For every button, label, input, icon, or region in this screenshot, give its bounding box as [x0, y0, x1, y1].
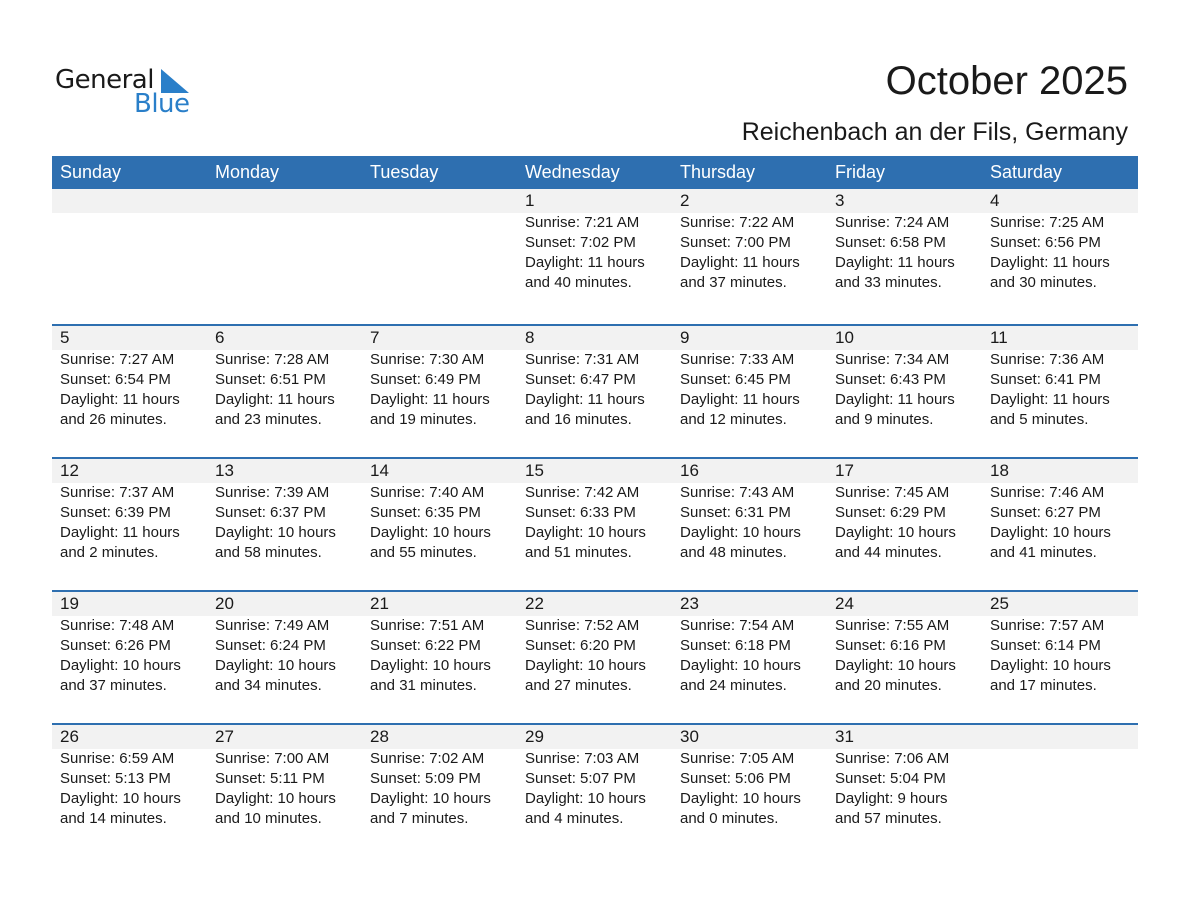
day-number: 15	[525, 461, 544, 480]
day-number: 30	[680, 727, 699, 746]
sunset-time: Sunset: 6:16 PM	[835, 637, 946, 654]
weekday-header-cell: Thursday	[680, 162, 756, 182]
day-cell	[672, 592, 827, 696]
sunset-time: Sunset: 6:33 PM	[525, 504, 636, 521]
day-number: 24	[835, 594, 854, 613]
sunset-time: Sunset: 5:13 PM	[60, 770, 171, 787]
daylight-hours: Daylight: 11 hours	[525, 391, 645, 408]
sunset-time: Sunset: 6:14 PM	[990, 637, 1101, 654]
daylight-minutes: and 0 minutes.	[680, 810, 779, 827]
day-cell	[982, 459, 1137, 563]
daylight-hours: Daylight: 11 hours	[370, 391, 490, 408]
sunset-time: Sunset: 5:09 PM	[370, 770, 481, 787]
weekday-header-cell: Friday	[835, 162, 886, 182]
daylight-hours: Daylight: 10 hours	[990, 524, 1111, 541]
day-number: 1	[525, 191, 535, 210]
day-cell	[207, 725, 362, 829]
daylight-minutes: and 51 minutes.	[525, 544, 632, 561]
day-number: 19	[60, 594, 79, 613]
sunrise-time: Sunrise: 7:27 AM	[60, 351, 175, 368]
daylight-hours: Daylight: 11 hours	[835, 391, 955, 408]
week-row	[52, 723, 1138, 856]
day-cell	[517, 459, 672, 563]
day-number: 20	[215, 594, 234, 613]
sunrise-time: Sunrise: 7:24 AM	[835, 214, 950, 231]
daylight-minutes: and 12 minutes.	[680, 411, 787, 428]
sunset-time: Sunset: 6:39 PM	[60, 504, 171, 521]
day-cell	[52, 326, 207, 430]
sunrise-time: Sunrise: 7:55 AM	[835, 617, 950, 634]
daylight-hours: Daylight: 11 hours	[215, 391, 335, 408]
daylight-hours: Daylight: 10 hours	[680, 790, 801, 807]
sunset-time: Sunset: 6:56 PM	[990, 234, 1101, 251]
sunrise-time: Sunrise: 7:42 AM	[525, 484, 640, 501]
daylight-hours: Daylight: 11 hours	[525, 254, 645, 271]
day-cell	[672, 459, 827, 563]
daylight-minutes: and 14 minutes.	[60, 810, 167, 827]
sunset-time: Sunset: 6:20 PM	[525, 637, 636, 654]
daylight-hours: Daylight: 10 hours	[215, 524, 336, 541]
day-number: 3	[835, 191, 845, 210]
sunset-time: Sunset: 6:27 PM	[990, 504, 1101, 521]
day-cell	[52, 592, 207, 696]
sunset-time: Sunset: 6:35 PM	[370, 504, 481, 521]
sunrise-time: Sunrise: 7:48 AM	[60, 617, 175, 634]
weekday-header-cell: Saturday	[990, 162, 1063, 182]
daylight-minutes: and 41 minutes.	[990, 544, 1097, 561]
sunset-time: Sunset: 6:45 PM	[680, 371, 791, 388]
day-number: 7	[370, 328, 380, 347]
daylight-hours: Daylight: 10 hours	[370, 790, 491, 807]
sunrise-time: Sunrise: 7:28 AM	[215, 351, 330, 368]
day-number	[990, 725, 1137, 749]
daylight-hours: Daylight: 11 hours	[60, 524, 180, 541]
sunset-time: Sunset: 6:54 PM	[60, 371, 171, 388]
day-number: 6	[215, 328, 225, 347]
daylight-minutes: and 37 minutes.	[60, 677, 167, 694]
daylight-minutes: and 33 minutes.	[835, 274, 942, 291]
week-row	[52, 590, 1138, 723]
sunset-time: Sunset: 6:49 PM	[370, 371, 481, 388]
day-cell	[52, 725, 207, 829]
sunset-time: Sunset: 6:18 PM	[680, 637, 791, 654]
day-cell	[362, 189, 517, 293]
day-number: 18	[990, 461, 1009, 480]
sunset-time: Sunset: 6:31 PM	[680, 504, 791, 521]
sunset-time: Sunset: 5:06 PM	[680, 770, 791, 787]
daylight-hours: Daylight: 9 hours	[835, 790, 948, 807]
day-cell	[982, 592, 1137, 696]
sunset-time: Sunset: 7:02 PM	[525, 234, 636, 251]
sunrise-time: Sunrise: 7:49 AM	[215, 617, 330, 634]
day-cell	[827, 459, 982, 563]
day-number: 2	[680, 191, 690, 210]
logo	[55, 64, 195, 120]
daylight-minutes: and 37 minutes.	[680, 274, 787, 291]
sunset-time: Sunset: 6:47 PM	[525, 371, 636, 388]
daylight-hours: Daylight: 10 hours	[370, 524, 491, 541]
sunset-time: Sunset: 6:26 PM	[60, 637, 171, 654]
sunset-time: Sunset: 6:58 PM	[835, 234, 946, 251]
day-cell	[207, 592, 362, 696]
daylight-minutes: and 31 minutes.	[370, 677, 477, 694]
daylight-minutes: and 4 minutes.	[525, 810, 624, 827]
day-cell	[362, 326, 517, 430]
daylight-minutes: and 17 minutes.	[990, 677, 1097, 694]
day-cell	[827, 326, 982, 430]
daylight-minutes: and 16 minutes.	[525, 411, 632, 428]
daylight-hours: Daylight: 11 hours	[990, 254, 1110, 271]
sunset-time: Sunset: 6:43 PM	[835, 371, 946, 388]
weekday-header-cell: Tuesday	[370, 162, 439, 182]
day-number: 9	[680, 328, 690, 347]
daylight-hours: Daylight: 10 hours	[525, 524, 646, 541]
day-number: 5	[60, 328, 70, 347]
daylight-minutes: and 27 minutes.	[525, 677, 632, 694]
day-cell	[672, 189, 827, 293]
daylight-hours: Daylight: 10 hours	[835, 657, 956, 674]
page-title: October 2025	[885, 59, 1128, 103]
daylight-minutes: and 57 minutes.	[835, 810, 942, 827]
day-cell	[362, 459, 517, 563]
daylight-hours: Daylight: 10 hours	[525, 790, 646, 807]
daylight-hours: Daylight: 10 hours	[680, 524, 801, 541]
day-cell	[827, 189, 982, 293]
sunset-time: Sunset: 6:24 PM	[215, 637, 326, 654]
sunset-time: Sunset: 6:29 PM	[835, 504, 946, 521]
daylight-minutes: and 10 minutes.	[215, 810, 322, 827]
sunrise-time: Sunrise: 7:40 AM	[370, 484, 485, 501]
sunrise-time: Sunrise: 7:05 AM	[680, 750, 795, 767]
daylight-hours: Daylight: 10 hours	[60, 790, 181, 807]
sunset-time: Sunset: 5:11 PM	[215, 770, 325, 787]
daylight-hours: Daylight: 11 hours	[680, 254, 800, 271]
calendar-weeks	[52, 189, 1138, 856]
daylight-minutes: and 55 minutes.	[370, 544, 477, 561]
day-cell	[207, 326, 362, 430]
daylight-hours: Daylight: 10 hours	[835, 524, 956, 541]
daylight-minutes: and 7 minutes.	[370, 810, 469, 827]
daylight-minutes: and 19 minutes.	[370, 411, 477, 428]
sunrise-time: Sunrise: 7:45 AM	[835, 484, 950, 501]
day-cell	[52, 459, 207, 563]
day-number: 8	[525, 328, 535, 347]
weekday-header-cell: Monday	[215, 162, 280, 182]
day-number: 31	[835, 727, 854, 746]
sunrise-time: Sunrise: 7:43 AM	[680, 484, 795, 501]
day-number: 13	[215, 461, 234, 480]
daylight-minutes: and 26 minutes.	[60, 411, 167, 428]
daylight-minutes: and 2 minutes.	[60, 544, 159, 561]
day-number: 12	[60, 461, 79, 480]
sunrise-time: Sunrise: 7:52 AM	[525, 617, 640, 634]
daylight-hours: Daylight: 11 hours	[990, 391, 1110, 408]
sunrise-time: Sunrise: 7:54 AM	[680, 617, 795, 634]
day-cell	[362, 592, 517, 696]
daylight-minutes: and 44 minutes.	[835, 544, 942, 561]
daylight-minutes: and 34 minutes.	[215, 677, 322, 694]
day-number: 23	[680, 594, 699, 613]
daylight-hours: Daylight: 10 hours	[215, 790, 336, 807]
sunrise-time: Sunrise: 7:37 AM	[60, 484, 175, 501]
day-number: 16	[680, 461, 699, 480]
day-cell	[982, 189, 1137, 293]
day-number: 14	[370, 461, 389, 480]
day-number: 29	[525, 727, 544, 746]
daylight-hours: Daylight: 11 hours	[680, 391, 800, 408]
day-cell	[982, 725, 1137, 829]
weekday-header-cell: Sunday	[60, 162, 122, 182]
day-number: 25	[990, 594, 1009, 613]
day-number: 11	[990, 328, 1008, 347]
daylight-hours: Daylight: 11 hours	[835, 254, 955, 271]
day-number: 21	[370, 594, 389, 613]
daylight-hours: Daylight: 10 hours	[370, 657, 491, 674]
week-row	[52, 324, 1138, 457]
daylight-hours: Daylight: 10 hours	[990, 657, 1111, 674]
day-cell	[672, 725, 827, 829]
daylight-minutes: and 23 minutes.	[215, 411, 322, 428]
sunrise-time: Sunrise: 7:33 AM	[680, 351, 795, 368]
day-number: 22	[525, 594, 544, 613]
sunrise-time: Sunrise: 7:30 AM	[370, 351, 485, 368]
sunrise-time: Sunrise: 7:31 AM	[525, 351, 640, 368]
daylight-hours: Daylight: 10 hours	[215, 657, 336, 674]
weekday-header-cell: Wednesday	[525, 162, 620, 182]
sunset-time: Sunset: 6:51 PM	[215, 371, 326, 388]
day-number: 10	[835, 328, 854, 347]
daylight-minutes: and 20 minutes.	[835, 677, 942, 694]
sunrise-time: Sunrise: 7:34 AM	[835, 351, 950, 368]
daylight-hours: Daylight: 10 hours	[60, 657, 181, 674]
day-cell	[517, 326, 672, 430]
day-cell	[362, 725, 517, 829]
day-cell	[207, 459, 362, 563]
logo-text-blue: Blue	[134, 89, 190, 119]
day-cell	[517, 189, 672, 293]
day-cell	[52, 189, 207, 293]
sunrise-time: Sunrise: 7:46 AM	[990, 484, 1105, 501]
daylight-hours: Daylight: 11 hours	[60, 391, 180, 408]
daylight-minutes: and 24 minutes.	[680, 677, 787, 694]
week-row	[52, 457, 1138, 590]
week-row	[52, 189, 1138, 324]
day-cell	[982, 326, 1137, 430]
day-cell	[827, 725, 982, 829]
sunrise-time: Sunrise: 6:59 AM	[60, 750, 175, 767]
location-subtitle: Reichenbach an der Fils, Germany	[741, 118, 1128, 146]
weekday-header	[52, 156, 1138, 189]
daylight-minutes: and 48 minutes.	[680, 544, 787, 561]
sunset-time: Sunset: 7:00 PM	[680, 234, 791, 251]
sunset-time: Sunset: 6:22 PM	[370, 637, 481, 654]
logo-text-general: General	[55, 65, 154, 95]
day-number: 27	[215, 727, 234, 746]
daylight-minutes: and 9 minutes.	[835, 411, 934, 428]
sunrise-time: Sunrise: 7:57 AM	[990, 617, 1105, 634]
day-number	[370, 189, 517, 213]
day-number	[60, 189, 207, 213]
day-number: 4	[990, 191, 1000, 210]
daylight-minutes: and 40 minutes.	[525, 274, 632, 291]
sunrise-time: Sunrise: 7:00 AM	[215, 750, 330, 767]
sunset-time: Sunset: 5:04 PM	[835, 770, 946, 787]
day-number	[215, 189, 362, 213]
sunset-time: Sunset: 6:37 PM	[215, 504, 326, 521]
sunset-time: Sunset: 6:41 PM	[990, 371, 1101, 388]
day-number: 17	[835, 461, 854, 480]
sunrise-time: Sunrise: 7:03 AM	[525, 750, 640, 767]
daylight-minutes: and 58 minutes.	[215, 544, 322, 561]
sunrise-time: Sunrise: 7:25 AM	[990, 214, 1105, 231]
day-number: 28	[370, 727, 389, 746]
day-cell	[517, 725, 672, 829]
daylight-hours: Daylight: 10 hours	[525, 657, 646, 674]
day-number: 26	[60, 727, 79, 746]
day-cell	[827, 592, 982, 696]
daylight-minutes: and 30 minutes.	[990, 274, 1097, 291]
day-cell	[207, 189, 362, 293]
sunrise-time: Sunrise: 7:36 AM	[990, 351, 1105, 368]
daylight-hours: Daylight: 10 hours	[680, 657, 801, 674]
day-cell	[517, 592, 672, 696]
day-cell	[672, 326, 827, 430]
daylight-minutes: and 5 minutes.	[990, 411, 1089, 428]
sunrise-time: Sunrise: 7:02 AM	[370, 750, 485, 767]
calendar-grid	[52, 156, 1138, 856]
sunrise-time: Sunrise: 7:22 AM	[680, 214, 795, 231]
sunset-time: Sunset: 5:07 PM	[525, 770, 636, 787]
sunrise-time: Sunrise: 7:21 AM	[525, 214, 640, 231]
sunrise-time: Sunrise: 7:39 AM	[215, 484, 330, 501]
sunrise-time: Sunrise: 7:06 AM	[835, 750, 950, 767]
sunrise-time: Sunrise: 7:51 AM	[370, 617, 485, 634]
